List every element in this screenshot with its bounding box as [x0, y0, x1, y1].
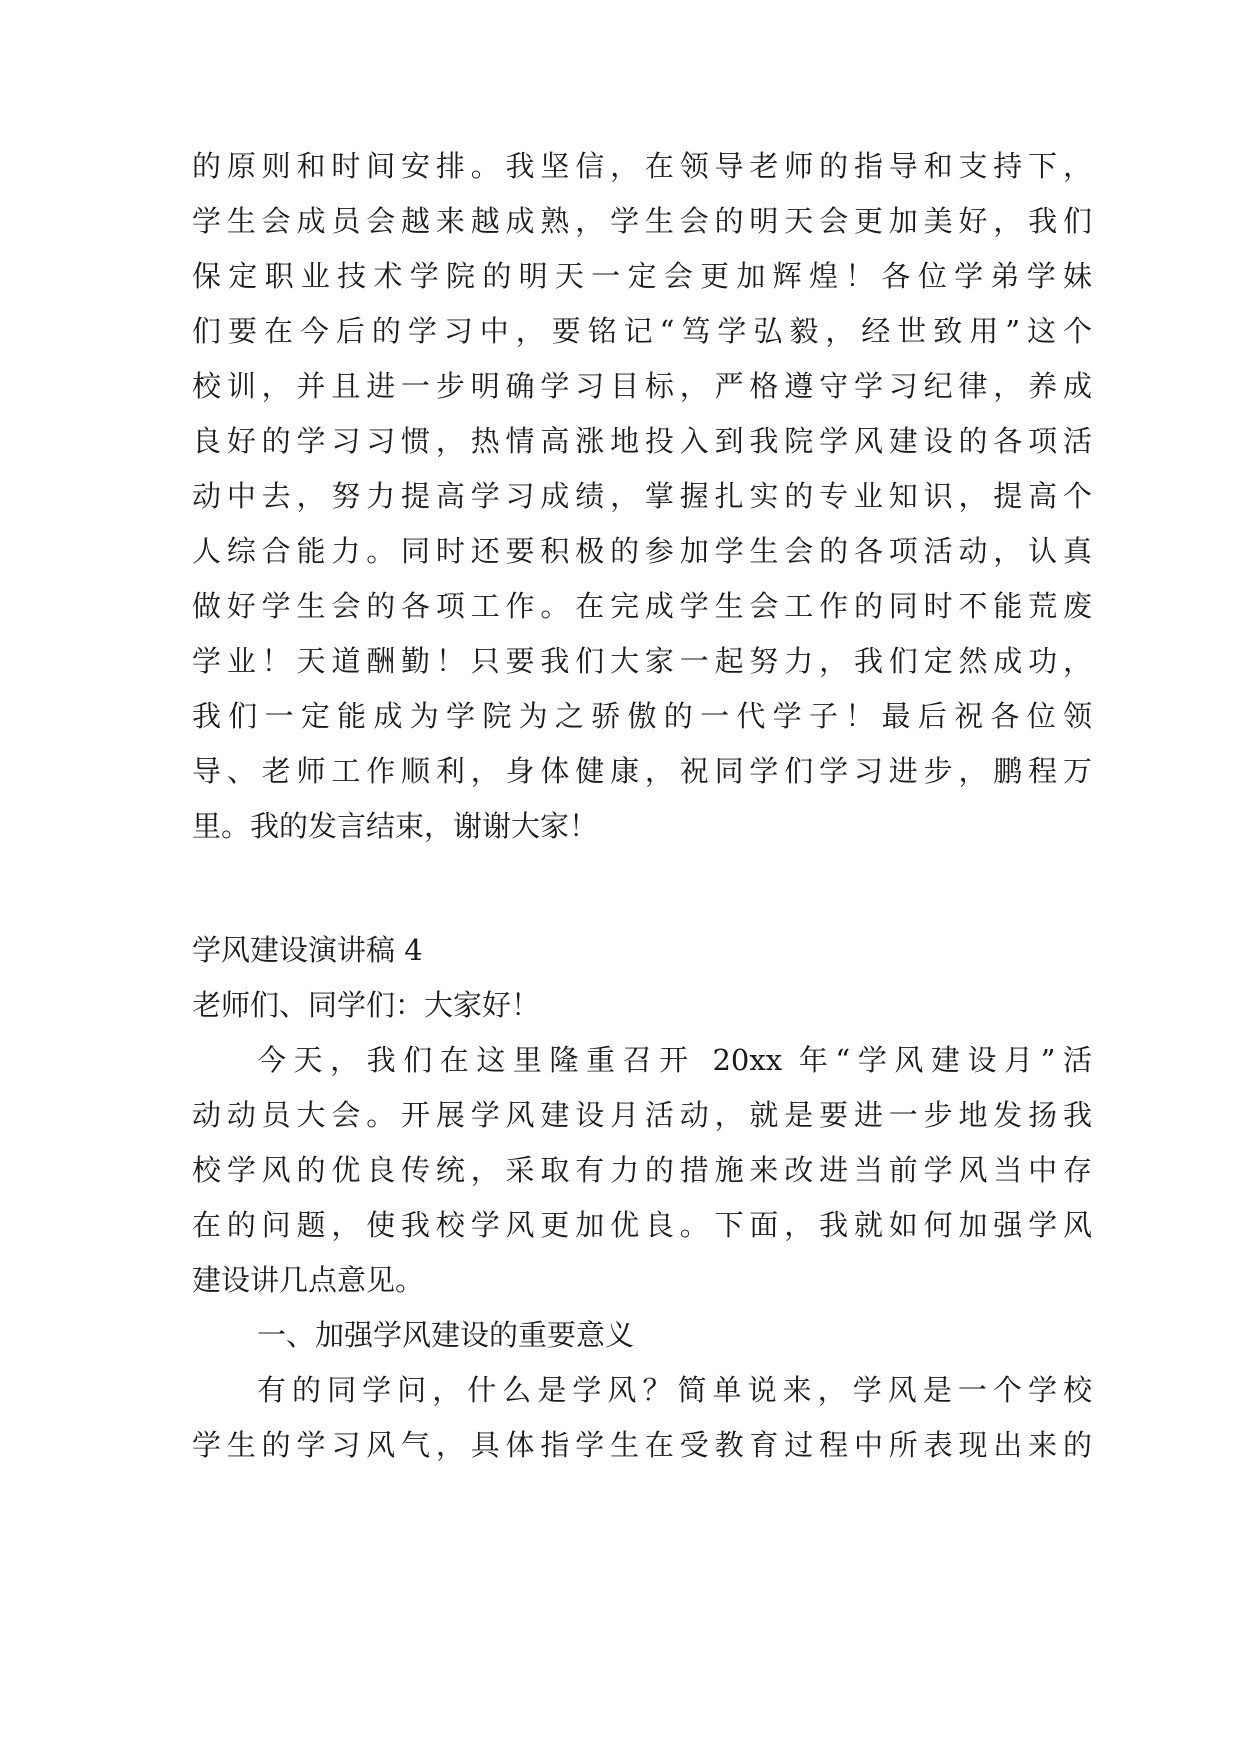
- text-line: 动动员大会。开展学风建设月活动，就是要进一步地发扬我: [192, 1098, 1092, 1132]
- greeting: 老师们、同学们：大家好！: [192, 988, 541, 1022]
- text-line: 今天，我们在这里隆重召开 20xx 年“学风建设月”活: [257, 1043, 1092, 1077]
- text-line: 在的问题，使我校学风更加优良。下面，我就如何加强学风: [192, 1208, 1092, 1242]
- text-line: 保定职业技术学院的明天一定会更加辉煌！各位学弟学妹: [192, 259, 1092, 293]
- text-line: 人综合能力。同时还要积极的参加学生会的各项活动，认真: [192, 534, 1092, 568]
- text-line: 良好的学习习惯，热情高涨地投入到我院学风建设的各项活: [192, 424, 1092, 458]
- text-line: 我们一定能成为学院为之骄傲的一代学子！最后祝各位领: [192, 699, 1092, 733]
- heading-1: 一、加强学风建设的重要意义: [257, 1318, 635, 1352]
- text-line: 的原则和时间安排。我坚信，在领导老师的指导和支持下，: [192, 149, 1092, 183]
- section-title: 学风建设演讲稿 4: [192, 933, 423, 967]
- text-line: 做好学生会的各项工作。在完成学生会工作的同时不能荒废: [192, 589, 1092, 623]
- text-line: 学生的学习风气，具体指学生在受教育过程中所表现出来的: [192, 1428, 1092, 1462]
- text-line: 学生会成员会越来越成熟，学生会的明天会更加美好，我们: [192, 204, 1092, 238]
- text-line: 动中去，努力提高学习成绩，掌握扎实的专业知识，提高个: [192, 479, 1092, 513]
- text-line: 里。我的发言结束，谢谢大家！: [192, 809, 599, 843]
- text-line: 校学风的优良传统，采取有力的措施来改进当前学风当中存: [192, 1153, 1092, 1187]
- text-line: 导、老师工作顺利，身体健康，祝同学们学习进步，鹏程万: [192, 754, 1092, 788]
- text-line: 有的同学问，什么是学风？简单说来，学风是一个学校: [257, 1373, 1092, 1407]
- text-line: 们要在今后的学习中，要铭记“笃学弘毅，经世致用”这个: [192, 314, 1092, 348]
- text-line: 建设讲几点意见。: [192, 1263, 425, 1297]
- text-line: 学业！天道酬勤！只要我们大家一起努力，我们定然成功，: [192, 644, 1092, 678]
- text-line: 校训，并且进一步明确学习目标，严格遵守学习纪律，养成: [192, 369, 1092, 403]
